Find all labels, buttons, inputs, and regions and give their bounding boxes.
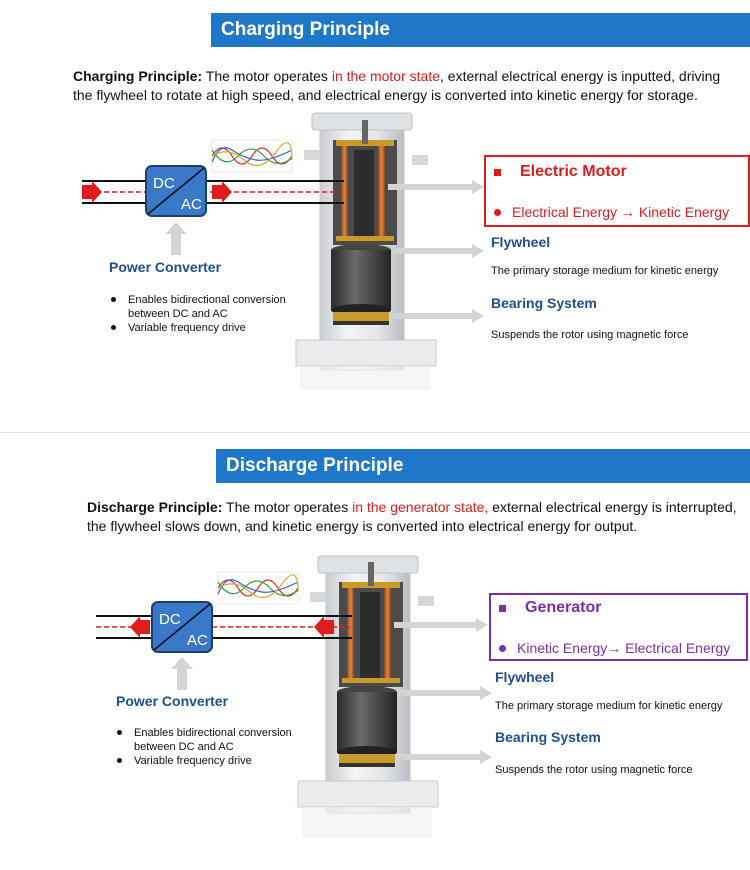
flow-arrow-out bbox=[212, 181, 232, 203]
charging-header: Charging Principle bbox=[211, 13, 750, 47]
discharge-desc-post: external electrical energy is interrupted, the flywheel slows down, and kinetic energy is converted into electrical energy for output. bbox=[87, 499, 737, 534]
charging-desc-pre: The motor operates bbox=[202, 68, 332, 84]
power-lines bbox=[82, 181, 350, 203]
mode-title: Generator bbox=[525, 599, 602, 616]
mode-subtitle: Kinetic Energy→ Electrical Energy bbox=[517, 640, 731, 656]
charging-desc-highlight: in the motor state bbox=[331, 68, 440, 84]
power-converter-bullets bbox=[114, 726, 314, 768]
electric-motor-box bbox=[484, 155, 750, 227]
power-converter-label: Power Converter bbox=[116, 693, 229, 709]
converter-up-arrow bbox=[171, 657, 193, 690]
panel-divider bbox=[0, 432, 750, 433]
flywheel-label: Flywheel bbox=[495, 669, 555, 685]
bullet-item: Variable frequency drive bbox=[114, 754, 314, 768]
discharge-panel bbox=[0, 436, 750, 870]
mode-subtitle: Electrical Energy → Kinetic Energy bbox=[512, 204, 730, 220]
discharge-desc-pre: The motor operates bbox=[222, 499, 353, 515]
flywheel-label: Flywheel bbox=[491, 234, 551, 250]
charging-desc-label: Charging Principle: bbox=[73, 68, 203, 84]
power-converter-label: Power Converter bbox=[109, 259, 222, 275]
discharge-desc-highlight: in the generator state, bbox=[352, 499, 489, 515]
square-bullet-icon bbox=[499, 605, 506, 612]
bearing-description: Suspends the rotor using magnetic force bbox=[491, 329, 689, 341]
flywheel-machine bbox=[298, 556, 438, 837]
charging-desc-post: , external electrical energy is inputted, driving the flywheel to rotate at high speed, and electrical energy is converted into kinetic energy for storage. bbox=[73, 68, 721, 103]
flow-arrow-left bbox=[130, 616, 150, 638]
converter-ac-label: AC bbox=[187, 632, 208, 649]
square-bullet-icon bbox=[494, 169, 501, 176]
bullet-item: Enables bidirectional conversion between DC and AC bbox=[108, 293, 308, 321]
dot-bullet-icon bbox=[494, 209, 501, 216]
converter-ac-label: AC bbox=[181, 196, 202, 213]
dot-bullet-icon bbox=[499, 645, 506, 652]
flywheel-description: The primary storage medium for kinetic energy bbox=[495, 700, 723, 712]
bullet-item: Variable frequency drive bbox=[108, 321, 308, 335]
converter-up-arrow bbox=[165, 222, 187, 255]
three-phase-waves bbox=[212, 140, 292, 172]
bearing-label: Bearing System bbox=[495, 729, 601, 745]
flow-arrow-in bbox=[82, 181, 102, 203]
bearing-description: Suspends the rotor using magnetic force bbox=[495, 764, 693, 776]
generator-box bbox=[489, 593, 748, 661]
mode-title: Electric Motor bbox=[520, 163, 627, 180]
charging-panel bbox=[0, 0, 750, 430]
discharge-desc-label: Discharge Principle: bbox=[87, 499, 223, 515]
discharge-header: Discharge Principle bbox=[216, 449, 750, 483]
power-converter-bullets bbox=[108, 293, 308, 335]
three-phase-waves bbox=[218, 572, 298, 604]
bullet-item: Enables bidirectional conversion between DC and AC bbox=[114, 726, 314, 754]
power-lines bbox=[96, 616, 352, 638]
flywheel-description: The primary storage medium for kinetic energy bbox=[491, 265, 719, 277]
converter-dc-label: DC bbox=[159, 611, 181, 628]
converter-dc-label: DC bbox=[153, 175, 175, 192]
bearing-label: Bearing System bbox=[491, 295, 597, 311]
